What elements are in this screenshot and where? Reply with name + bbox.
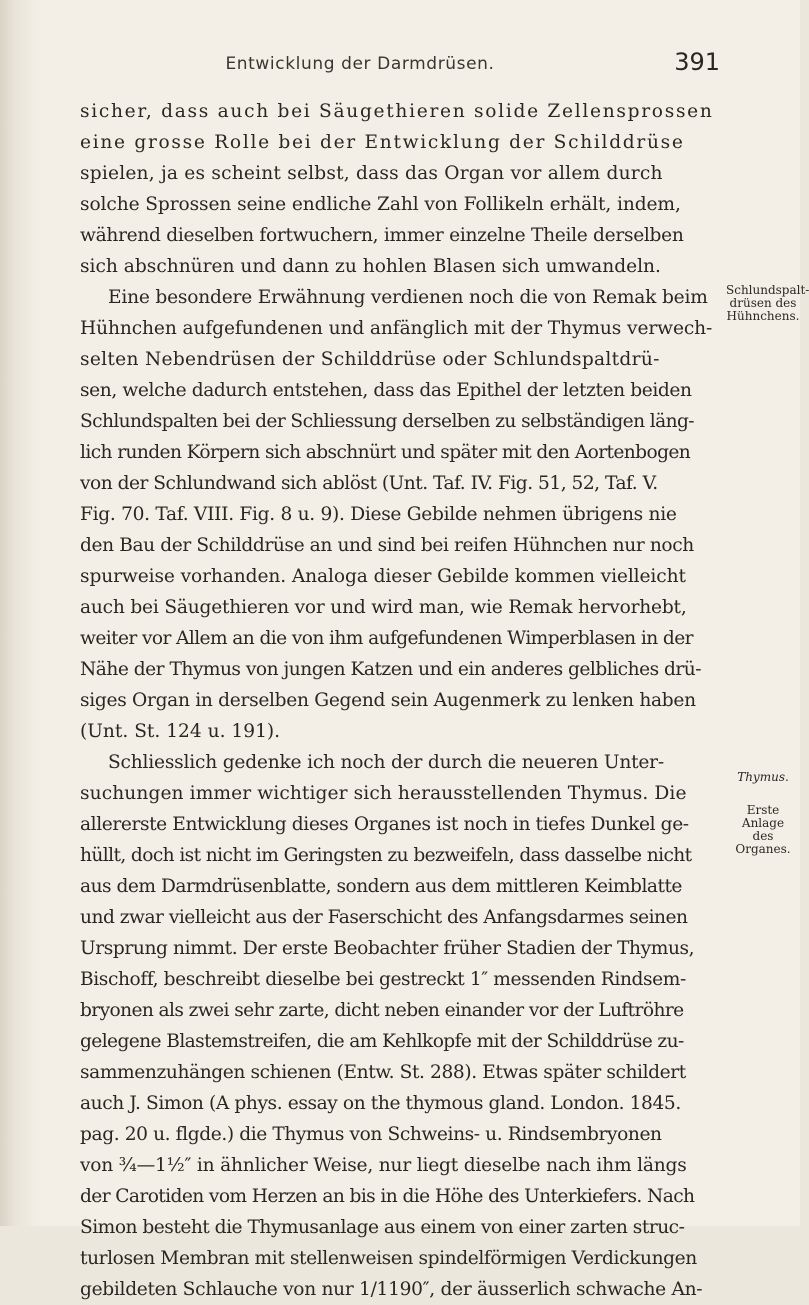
text-line: suchungen immer wichtiger sich herausstellenden Thymus. Die bbox=[80, 783, 687, 804]
text-line: Hühnchen aufgefundenen und anfänglich mit der Thymus verwech- bbox=[80, 318, 713, 339]
text-line: gebildeten Schlauche von nur 1/1190″, der äusserlich schwache An- bbox=[80, 1279, 703, 1300]
text-line: den Bau der Schilddrüse an und sind bei reifen Hühnchen nur noch bbox=[80, 535, 694, 556]
text-line: von der Schlundwand sich ablöst (Unt. Taf. IV. Fig. 51, 52, Taf. V. bbox=[80, 473, 658, 494]
text-line: eine grosse Rolle bei der Entwicklung der Schilddrüse bbox=[80, 132, 685, 153]
text-line: aus dem Darmdrüsenblatte, sondern aus dem mittleren Keimblatte bbox=[80, 876, 682, 897]
margin-note-line: Thymus. bbox=[737, 770, 789, 784]
page-header bbox=[80, 48, 720, 78]
text-line: Fig. 70. Taf. VIII. Fig. 8 u. 9). Diese Gebilde nehmen übrigens nie bbox=[80, 504, 677, 525]
text-line: auch J. Simon (A phys. essay on the thymous gland. London. 1845. bbox=[80, 1093, 681, 1114]
text-line: pag. 20 u. flgde.) die Thymus von Schweins- u. Rindsembryonen bbox=[80, 1124, 662, 1145]
text-line: Bischoff, beschreibt dieselbe bei gestreckt 1″ messenden Rindsem- bbox=[80, 969, 686, 990]
margin-note-schlundspalt bbox=[726, 283, 809, 323]
margin-note-line: drüsen des bbox=[729, 296, 797, 310]
page-number: 391 bbox=[674, 48, 720, 76]
text-line: sen, welche dadurch entstehen, dass das Epithel der letzten beiden bbox=[80, 380, 692, 401]
text-line: bryonen als zwei sehr zarte, dicht neben einander vor der Luftröhre bbox=[80, 1000, 684, 1021]
body-text bbox=[80, 96, 724, 1305]
text-line: sich abschnüren und dann zu hohlen Blasen sich umwandeln. bbox=[80, 256, 661, 277]
text-line: Schlundspalten bei der Schliessung derselben zu selbständigen läng- bbox=[80, 411, 694, 432]
text-line: lich runden Körpern sich abschnürt und später mit den Aortenbogen bbox=[80, 442, 691, 463]
text-line: siges Organ in derselben Gegend sein Augenmerk zu lenken haben bbox=[80, 690, 696, 711]
running-head: Entwicklung der Darmdrüsen. bbox=[225, 54, 495, 74]
text-line: und zwar vielleicht aus der Faserschicht des Anfangsdarmes seinen bbox=[80, 907, 688, 928]
text-line: Nähe der Thymus von jungen Katzen und ein anderes gelbliches drü- bbox=[80, 659, 702, 680]
text-line: allererste Entwicklung dieses Organes ist noch in tiefes Dunkel ge- bbox=[80, 814, 689, 835]
text-line: auch bei Säugethieren vor und wird man, wie Remak hervorhebt, bbox=[80, 597, 687, 618]
text-line: der Carotiden vom Herzen an bis in die Höhe des Unterkiefers. Nach bbox=[80, 1186, 695, 1207]
text-line: von ¾—1½″ in ähnlicher Weise, nur liegt dieselbe nach ihm längs bbox=[80, 1155, 687, 1176]
text-line: selten Nebendrüsen der Schilddrüse oder Schlundspaltdrü- bbox=[80, 349, 660, 370]
text-line: turlosen Membran mit stellenweisen spindelförmigen Verdickungen bbox=[80, 1248, 697, 1269]
margin-note-line: Schlundspalt- bbox=[726, 283, 809, 297]
text-line: spurweise vorhanden. Analoga dieser Gebilde kommen vielleicht bbox=[80, 566, 686, 587]
text-line: Schliesslich gedenke ich noch der durch die neueren Unter- bbox=[108, 752, 664, 773]
margin-note-thymus bbox=[726, 771, 800, 784]
text-line: hüllt, doch ist nicht im Geringsten zu bezweifeln, dass dasselbe nicht bbox=[80, 845, 692, 866]
text-line: weiter vor Allem an die von ihm aufgefundenen Wimperblasen in der bbox=[80, 628, 693, 649]
text-line: sammenzuhängen schienen (Entw. St. 288). Etwas später schildert bbox=[80, 1062, 686, 1083]
margin-note-erste-anlage bbox=[726, 804, 800, 856]
margin-note-line: des Organes. bbox=[735, 829, 791, 856]
text-line: Ursprung nimmt. Der erste Beobachter früher Stadien der Thymus, bbox=[80, 938, 695, 959]
margin-note-line: Erste Anlage bbox=[741, 803, 785, 830]
text-line: solche Sprossen seine endliche Zahl von Follikeln erhält, indem, bbox=[80, 194, 681, 215]
text-line: spielen, ja es scheint selbst, dass das Organ vor allem durch bbox=[80, 163, 663, 184]
text-line: Simon besteht die Thymusanlage aus einem von einer zarten struc- bbox=[80, 1217, 685, 1238]
text-line: Eine besondere Erwähnung verdienen noch die von Remak beim bbox=[108, 287, 708, 308]
margin-note-line: Hühnchens. bbox=[726, 309, 800, 323]
text-line: gelegene Blastemstreifen, die am Kehlkopfe mit der Schilddrüse zu- bbox=[80, 1031, 684, 1052]
text-line: sicher, dass auch bei Säugethieren solide Zellensprossen bbox=[80, 101, 714, 122]
text-line: (Unt. St. 124 u. 191). bbox=[80, 721, 281, 742]
text-line: während dieselben fortwuchern, immer einzelne Theile derselben bbox=[80, 225, 684, 246]
